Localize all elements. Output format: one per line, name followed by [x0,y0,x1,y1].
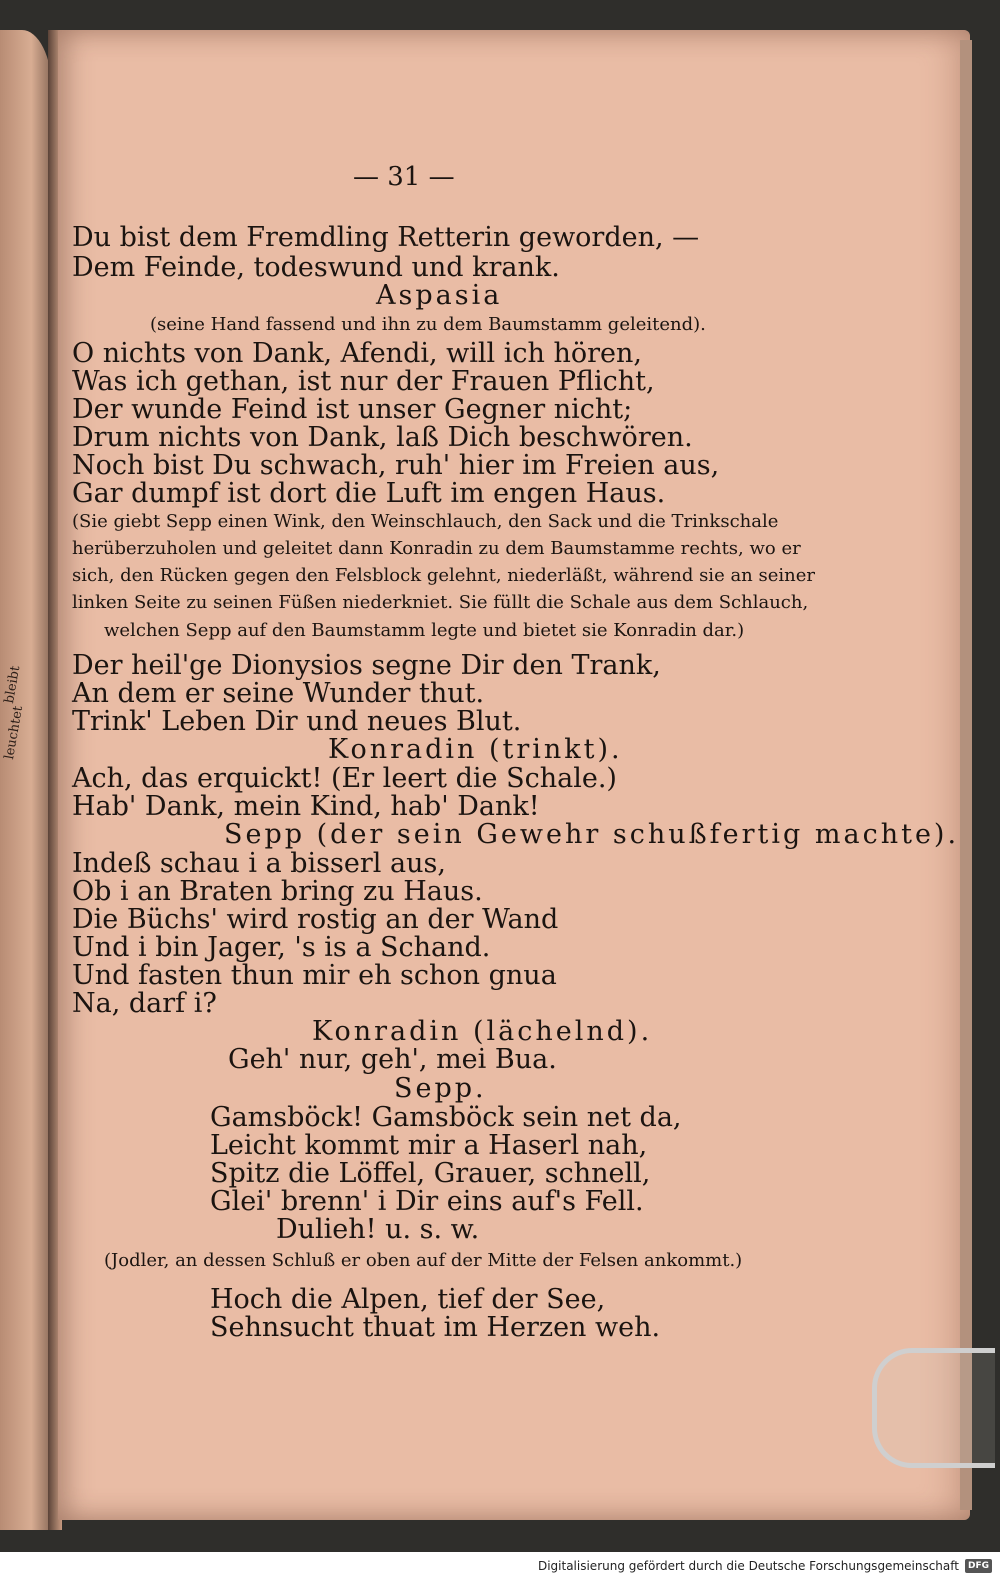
dfg-logo-icon: DFG [965,1559,992,1573]
verse-line: Indeß schau i a bisserl aus, [72,848,446,879]
footer-bar [0,1552,1000,1580]
stage-direction: sich, den Rücken gegen den Felsblock gelehnt, niederläßt, während sie an seiner [72,565,815,586]
verse-line: Gar dumpf ist dort die Luft im engen Haus. [72,478,666,509]
verse-line: Noch bist Du schwach, ruh' hier im Freien aus, [72,450,720,481]
verse-line: Du bist dem Fremdling Retterin geworden, — [72,222,700,253]
stage-direction: (Jodler, an dessen Schluß er oben auf der Mitte der Felsen ankommt.) [104,1250,743,1271]
verse-line: Drum nichts von Dank, laß Dich beschwören. [72,422,693,453]
verse-line: An dem er seine Wunder thut. [72,678,485,709]
stage-direction: welchen Sepp auf den Baumstamm legte und bietet sie Konradin dar.) [104,620,745,641]
verse-line: Na, darf i? [72,988,217,1019]
stage-direction: herüberzuholen und geleitet dann Konradin zu dem Baumstamme rechts, wo er [72,538,801,559]
verse-line: Sehnsucht thuat im Herzen weh. [210,1312,661,1343]
verse-line: Und i bin Jager, 's is a Schand. [72,932,491,963]
verse-line: Der wunde Feind ist unser Gegner nicht; [72,394,633,425]
verse-line: Und fasten thun mir eh schon gnua [72,960,557,991]
verse-line: Dulieh! u. s. w. [276,1214,480,1245]
page-edge [960,40,972,1510]
stage-direction: (Sie giebt Sepp einen Wink, den Weinschlauch, den Sack und die Trinkschale [72,511,779,532]
page-clip [872,1348,995,1468]
verse-line: Der heil'ge Dionysios segne Dir den Trank, [72,650,661,681]
verse-line: Spitz die Löffel, Grauer, schnell, [210,1158,651,1189]
verse-line: Ob i an Braten bring zu Haus. [72,876,483,907]
verse-line: O nichts von Dank, Afendi, will ich hören, [72,338,642,369]
left-page-edge [0,30,52,1530]
left-page-fragment: bleibt [2,664,24,705]
verse-line: Glei' brenn' i Dir eins auf's Fell. [210,1186,644,1217]
speaker-name: Konradin (lächelnd). [312,1016,653,1047]
speaker-name: Aspasia [376,280,503,311]
verse-line: Hoch die Alpen, tief der See, [210,1284,606,1315]
left-page-fragment: leuchtet [2,704,27,761]
verse-line: Ach, das erquickt! (Er leert die Schale.) [72,763,617,794]
speaker-name: Sepp. [394,1073,487,1104]
verse-line: Die Büchs' wird rostig an der Wand [72,904,559,935]
verse-line: Dem Feinde, todeswund und krank. [72,252,560,283]
speaker-name: Sepp (der sein Gewehr schußfertig machte). [224,819,960,850]
speaker-name: Konradin (trinkt). [328,734,623,765]
verse-line: Geh' nur, geh', mei Bua. [228,1044,557,1075]
stage-direction: linken Seite zu seinen Füßen niederkniet. Sie füllt die Schale aus dem Schlauch, [72,592,809,613]
verse-line: Hab' Dank, mein Kind, hab' Dank! [72,791,540,822]
verse-line: Was ich gethan, ist nur der Frauen Pflicht, [72,366,655,397]
page-number: — 31 — [353,162,455,192]
verse-line: Leicht kommt mir a Haserl nah, [210,1130,648,1161]
stage-direction: (seine Hand fassend und ihn zu dem Baumstamm geleitend). [150,314,706,335]
verse-line: Gamsböck! Gamsböck sein net da, [210,1102,682,1133]
footer-credit: Digitalisierung gefördert durch die Deutsche Forschungsgemeinschaft [537,1559,959,1573]
verse-line: Trink' Leben Dir und neues Blut. [72,706,522,737]
